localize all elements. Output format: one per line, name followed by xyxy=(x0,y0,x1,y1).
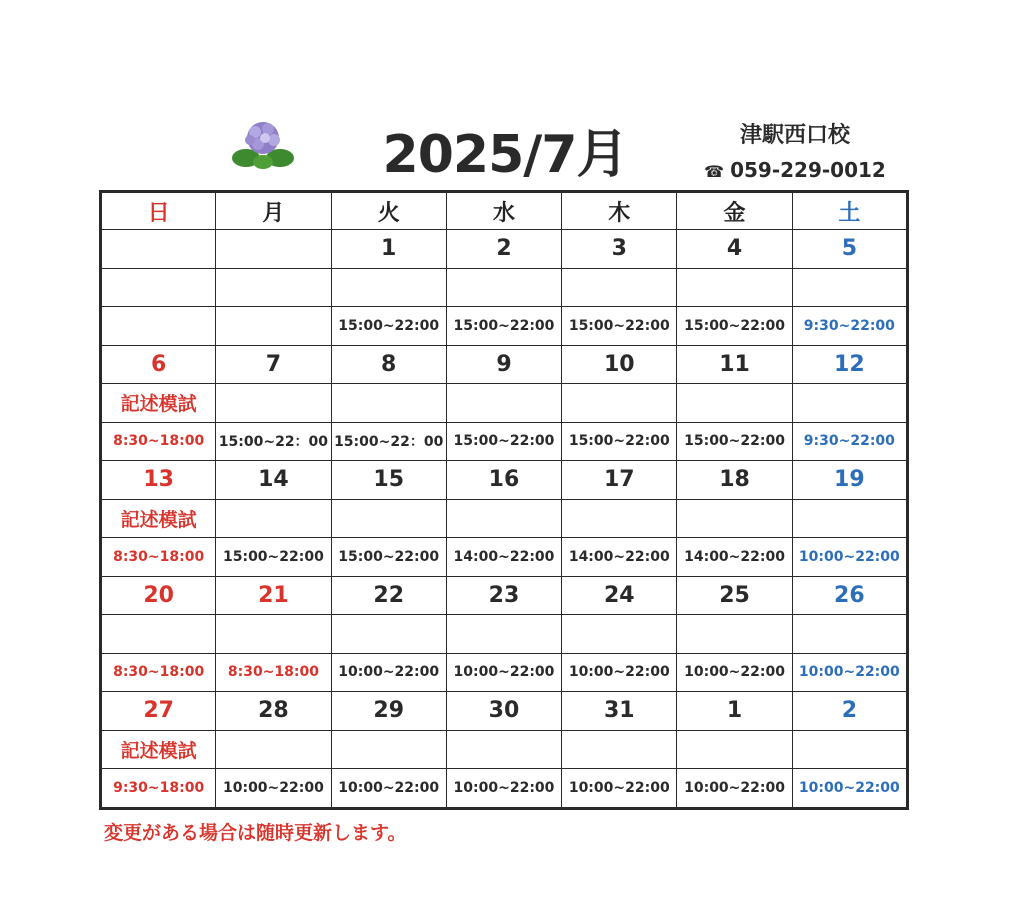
week-2-times-row xyxy=(101,422,908,461)
date-cell: 6 xyxy=(101,345,216,384)
weekday-monday: 月 xyxy=(216,192,331,230)
event-cell xyxy=(792,384,907,423)
date-cell xyxy=(101,230,216,269)
week-1-dates-row xyxy=(101,230,908,269)
hours-cell: 10:00~22:00 xyxy=(216,769,331,809)
event-cell xyxy=(562,615,677,654)
event-cell xyxy=(216,268,331,307)
hours-cell: 15:00~22：00 xyxy=(331,422,446,461)
weekday-thursday: 木 xyxy=(562,192,677,230)
week-4-dates-row xyxy=(101,576,908,615)
hours-cell: 8:30~18:00 xyxy=(101,422,216,461)
date-cell: 26 xyxy=(792,576,907,615)
weekday-header-row xyxy=(101,192,908,230)
date-cell: 14 xyxy=(216,461,331,500)
hours-cell: 15:00~22:00 xyxy=(446,422,561,461)
date-cell: 21 xyxy=(216,576,331,615)
event-cell xyxy=(446,384,561,423)
hours-cell xyxy=(101,307,216,346)
date-cell: 25 xyxy=(677,576,792,615)
hours-cell: 15:00~22:00 xyxy=(562,422,677,461)
page-title: 2025/7月 xyxy=(382,125,628,185)
date-cell: 22 xyxy=(331,576,446,615)
event-cell xyxy=(792,730,907,769)
date-cell: 30 xyxy=(446,692,561,731)
event-cell xyxy=(216,384,331,423)
event-cell xyxy=(101,615,216,654)
date-cell: 16 xyxy=(446,461,561,500)
school-name: 津駅西口校 xyxy=(739,123,850,148)
hydrangea-icon xyxy=(228,118,298,170)
hours-cell: 10:00~22:00 xyxy=(446,653,561,692)
date-cell: 12 xyxy=(792,345,907,384)
hours-cell: 10:00~22:00 xyxy=(792,538,907,577)
event-cell: 記述模試 xyxy=(101,730,216,769)
hours-cell: 10:00~22:00 xyxy=(331,769,446,809)
date-cell: 1 xyxy=(331,230,446,269)
hours-cell: 9:30~22:00 xyxy=(792,307,907,346)
date-cell: 5 xyxy=(792,230,907,269)
date-cell: 18 xyxy=(677,461,792,500)
date-cell: 2 xyxy=(446,230,561,269)
week-4-events-row xyxy=(101,615,908,654)
week-1-events-row xyxy=(101,268,908,307)
week-3-events-row xyxy=(101,499,908,538)
event-cell xyxy=(446,268,561,307)
hours-cell: 15:00~22:00 xyxy=(677,422,792,461)
hours-cell: 8:30~18:00 xyxy=(101,653,216,692)
week-2-dates-row xyxy=(101,345,908,384)
hours-cell: 15:00~22:00 xyxy=(562,307,677,346)
update-notice: 変更がある場合は随時更新します。 xyxy=(104,822,407,844)
event-cell xyxy=(562,499,677,538)
hours-cell: 9:30~22:00 xyxy=(792,422,907,461)
event-cell xyxy=(216,499,331,538)
weekday-friday: 金 xyxy=(677,192,792,230)
date-cell: 1 xyxy=(677,692,792,731)
week-5-dates-row xyxy=(101,692,908,731)
hours-cell: 10:00~22:00 xyxy=(562,769,677,809)
weekday-saturday: 土 xyxy=(792,192,907,230)
week-1-times-row xyxy=(101,307,908,346)
hours-cell: 14:00~22:00 xyxy=(562,538,677,577)
date-cell: 27 xyxy=(101,692,216,731)
event-cell xyxy=(101,268,216,307)
hours-cell: 15:00~22:00 xyxy=(446,307,561,346)
event-cell xyxy=(216,730,331,769)
hours-cell xyxy=(216,307,331,346)
event-cell xyxy=(331,615,446,654)
hours-cell: 8:30~18:00 xyxy=(216,653,331,692)
date-cell: 8 xyxy=(331,345,446,384)
event-cell xyxy=(562,268,677,307)
hours-cell: 10:00~22:00 xyxy=(677,769,792,809)
hours-cell: 14:00~22:00 xyxy=(677,538,792,577)
event-cell xyxy=(331,499,446,538)
telephone-icon: ☎ xyxy=(704,162,725,181)
event-cell xyxy=(562,730,677,769)
date-cell: 31 xyxy=(562,692,677,731)
hours-cell: 8:30~18:00 xyxy=(101,538,216,577)
event-cell xyxy=(216,615,331,654)
hours-cell: 10:00~22:00 xyxy=(792,653,907,692)
date-cell: 2 xyxy=(792,692,907,731)
week-3-dates-row xyxy=(101,461,908,500)
week-3-times-row xyxy=(101,538,908,577)
weekday-wednesday: 水 xyxy=(446,192,561,230)
event-cell xyxy=(677,384,792,423)
hours-cell: 15:00~22:00 xyxy=(677,307,792,346)
calendar-table xyxy=(99,190,909,810)
event-cell xyxy=(677,730,792,769)
event-cell xyxy=(446,730,561,769)
event-cell xyxy=(331,384,446,423)
phone-number-row xyxy=(700,158,890,182)
event-cell xyxy=(792,615,907,654)
hours-cell: 14:00~22:00 xyxy=(446,538,561,577)
event-cell xyxy=(677,268,792,307)
hours-cell: 10:00~22:00 xyxy=(562,653,677,692)
weekday-tuesday: 火 xyxy=(331,192,446,230)
week-5-times-row xyxy=(101,769,908,809)
hours-cell: 15:00~22：00 xyxy=(216,422,331,461)
event-cell xyxy=(331,730,446,769)
event-cell: 記述模試 xyxy=(101,499,216,538)
date-cell: 13 xyxy=(101,461,216,500)
date-cell: 3 xyxy=(562,230,677,269)
week-2-events-row xyxy=(101,384,908,423)
date-cell: 9 xyxy=(446,345,561,384)
event-cell xyxy=(792,499,907,538)
hours-cell: 10:00~22:00 xyxy=(446,769,561,809)
hours-cell: 15:00~22:00 xyxy=(331,307,446,346)
date-cell: 4 xyxy=(677,230,792,269)
week-5-events-row xyxy=(101,730,908,769)
event-cell xyxy=(446,615,561,654)
date-cell: 29 xyxy=(331,692,446,731)
hours-cell: 15:00~22:00 xyxy=(216,538,331,577)
event-cell xyxy=(677,499,792,538)
phone-number: 059-229-0012 xyxy=(730,158,886,182)
date-cell: 19 xyxy=(792,461,907,500)
event-cell xyxy=(446,499,561,538)
date-cell: 20 xyxy=(101,576,216,615)
event-cell xyxy=(792,268,907,307)
date-cell: 28 xyxy=(216,692,331,731)
event-cell xyxy=(331,268,446,307)
event-cell xyxy=(677,615,792,654)
hours-cell: 15:00~22:00 xyxy=(331,538,446,577)
hours-cell: 9:30~18:00 xyxy=(101,769,216,809)
date-cell: 10 xyxy=(562,345,677,384)
date-cell: 11 xyxy=(677,345,792,384)
date-cell: 23 xyxy=(446,576,561,615)
week-4-times-row xyxy=(101,653,908,692)
date-cell: 7 xyxy=(216,345,331,384)
hours-cell: 10:00~22:00 xyxy=(677,653,792,692)
event-cell: 記述模試 xyxy=(101,384,216,423)
date-cell xyxy=(216,230,331,269)
hours-cell: 10:00~22:00 xyxy=(331,653,446,692)
hours-cell: 10:00~22:00 xyxy=(792,769,907,809)
event-cell xyxy=(562,384,677,423)
date-cell: 24 xyxy=(562,576,677,615)
weekday-sunday: 日 xyxy=(101,192,216,230)
date-cell: 17 xyxy=(562,461,677,500)
date-cell: 15 xyxy=(331,461,446,500)
